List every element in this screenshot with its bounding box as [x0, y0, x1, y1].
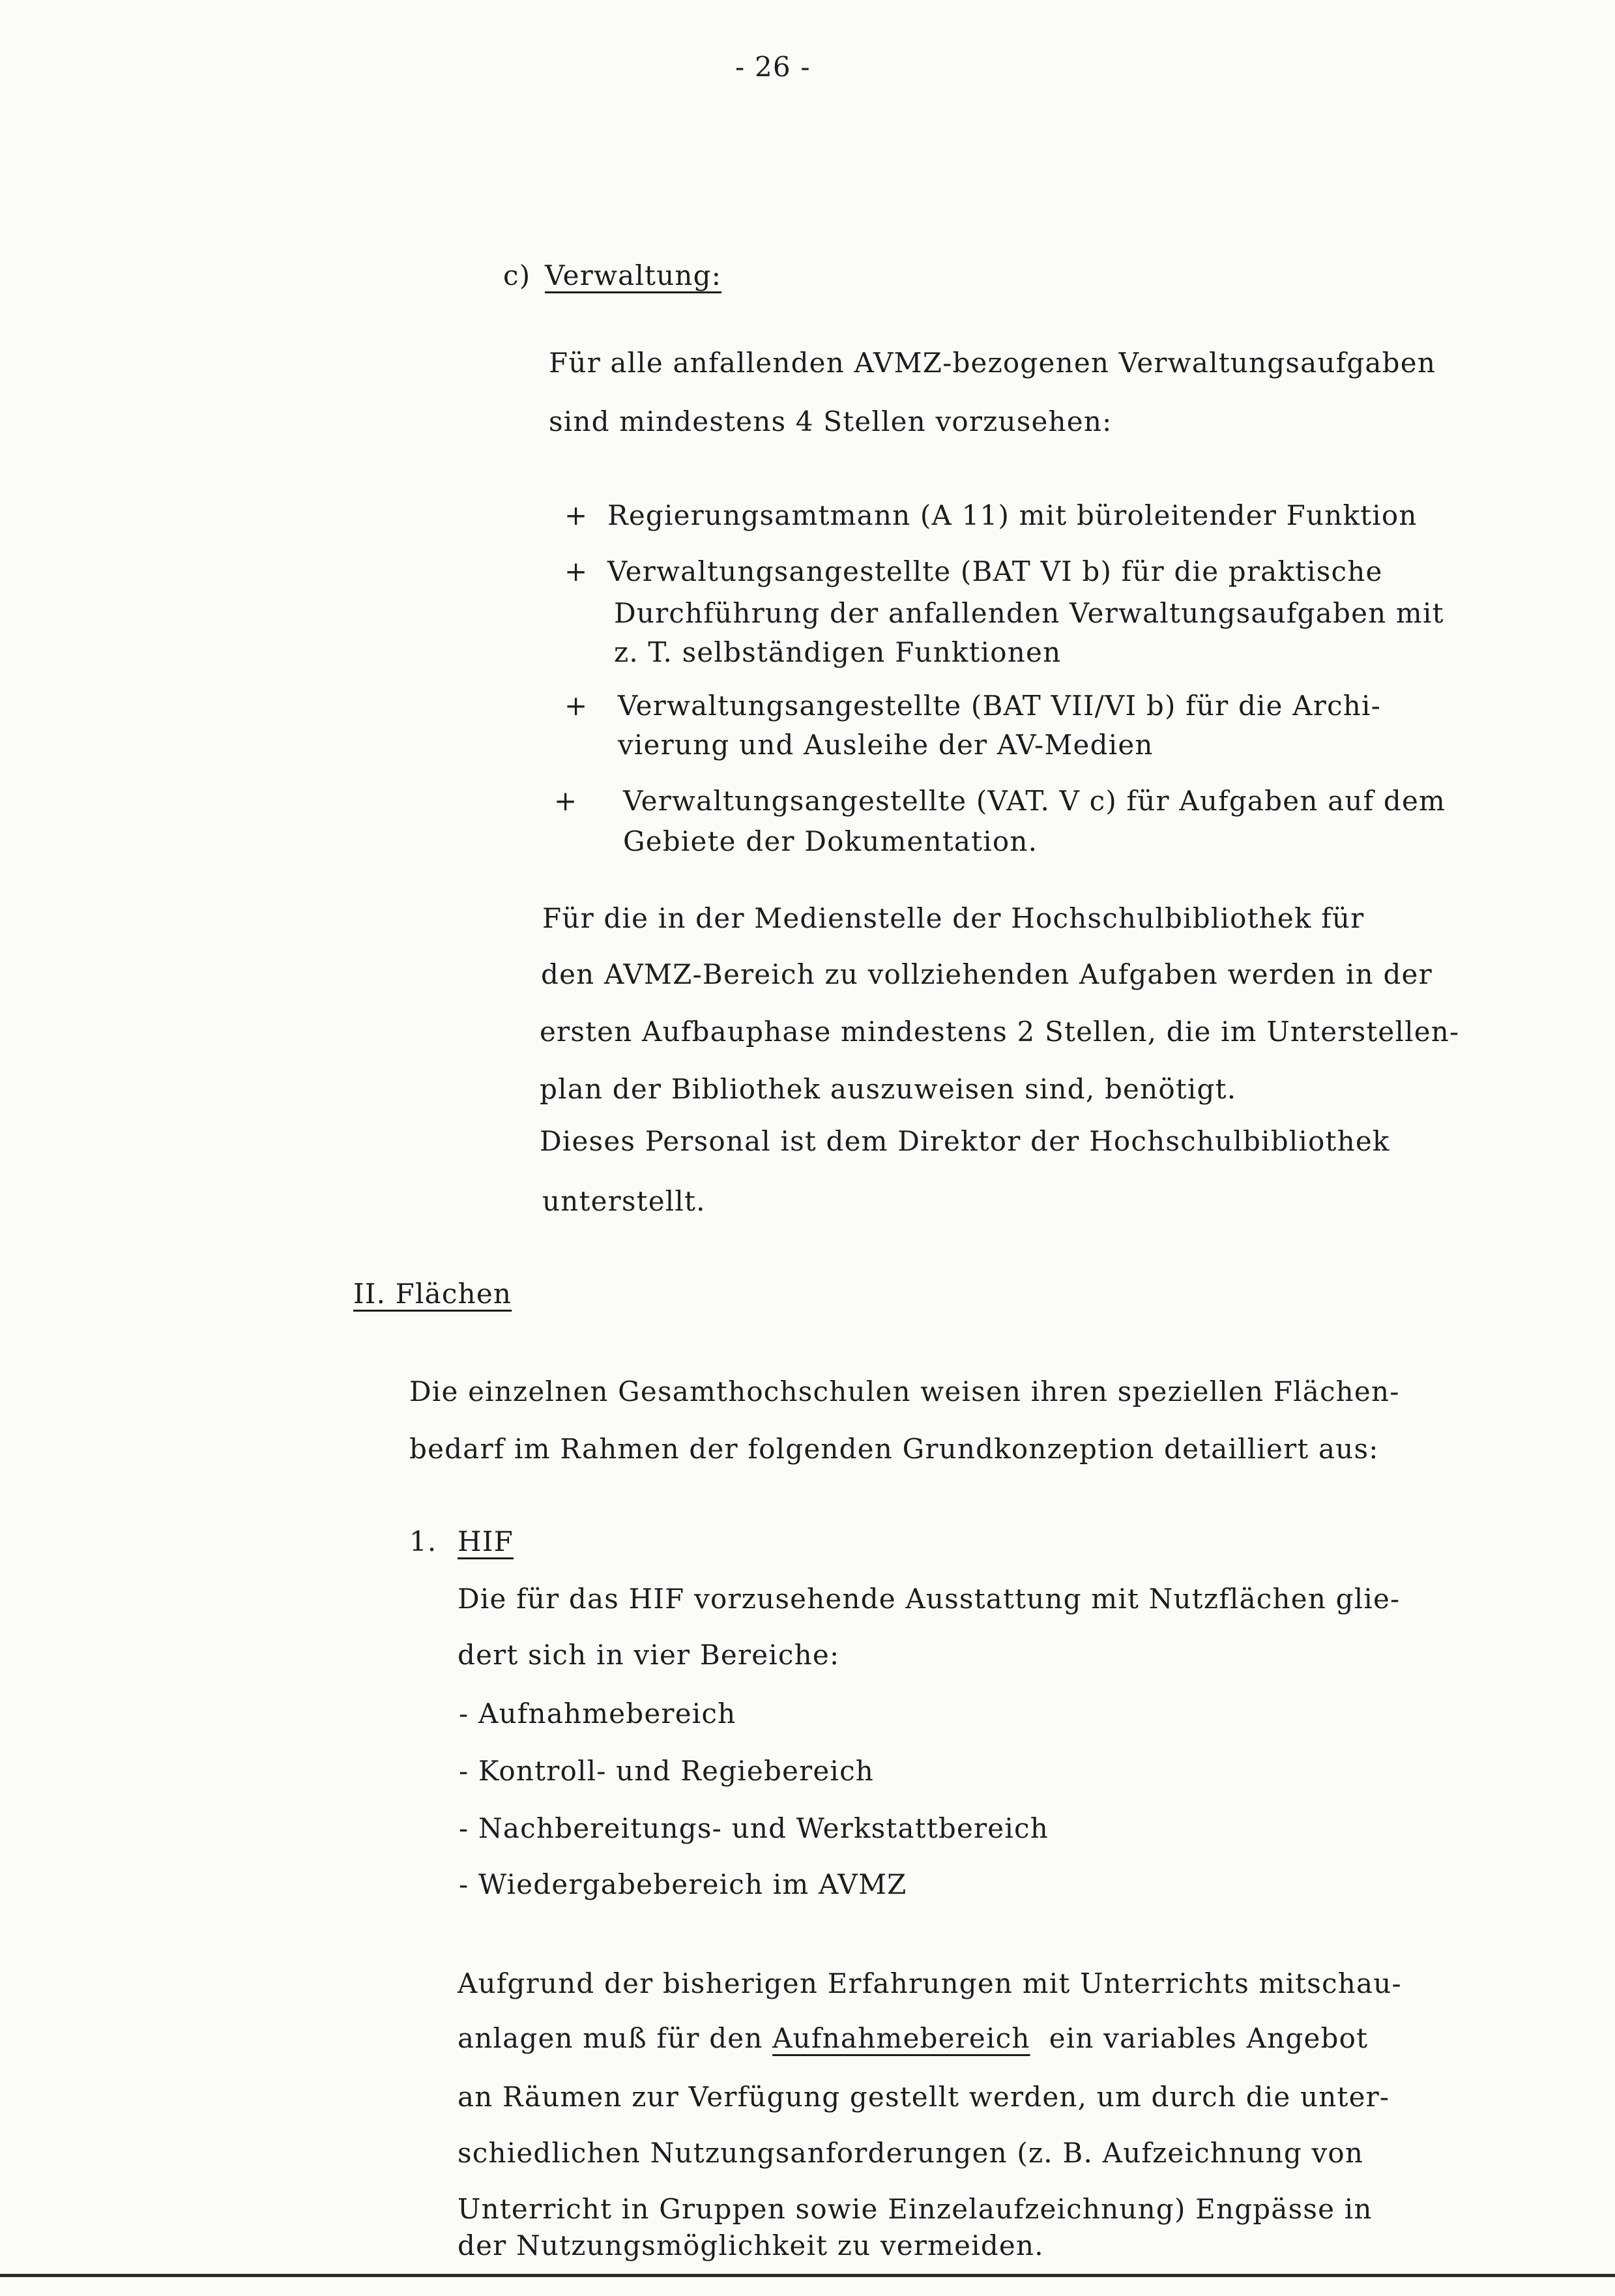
bullet-marker: + — [564, 690, 589, 722]
section-c-label: c) — [503, 259, 531, 291]
bullet-text-line: Regierungsamtmann (A 11) mit büroleitender Funktion — [607, 499, 1418, 531]
hif-para-line: der Nutzungsmöglichkeit zu vermeiden. — [458, 2230, 1044, 2261]
subsection-number: 1. — [409, 1525, 437, 1557]
section-c-para-line: ersten Aufbauphase mindestens 2 Stellen, die im Unterstellen- — [540, 1016, 1460, 1048]
hif-para-line: Aufgrund der bisherigen Erfahrungen mit Unterrichts mitschau- — [458, 1967, 1402, 1999]
bullet-marker: + — [564, 499, 589, 531]
hif-para-text: anlagen muß für den — [458, 2022, 773, 2054]
bullet-text-line: Durchführung der anfallenden Verwaltungsaufgaben mit — [614, 597, 1444, 629]
hif-intro-line: dert sich in vier Bereiche: — [458, 1639, 840, 1671]
section-c-heading: Verwaltung: — [545, 259, 722, 291]
list-item: - Aufnahmebereich — [459, 1698, 736, 1729]
bullet-marker: + — [554, 785, 578, 817]
hif-para-line — [458, 2022, 1368, 2055]
bullet-text-line: Verwaltungsangestellte (VAT. V c) für Aufgaben auf dem — [623, 785, 1446, 817]
section-c-intro-line: Für alle anfallenden AVMZ-bezogenen Verwaltungsaufgaben — [549, 347, 1436, 379]
bullet-text-line: Gebiete der Dokumentation. — [623, 825, 1038, 857]
hif-para-line: Unterricht in Gruppen sowie Einzelaufzeichnung) Engpässe in — [458, 2193, 1373, 2225]
list-item: - Nachbereitungs- und Werkstattbereich — [459, 1812, 1049, 1844]
section-c-para-line: den AVMZ-Bereich zu vollziehenden Aufgaben werden in der — [541, 958, 1433, 990]
bullet-text-line: Verwaltungsangestellte (BAT VI b) für die praktische — [607, 555, 1383, 587]
section-c-intro-line: sind mindestens 4 Stellen vorzusehen: — [549, 405, 1113, 437]
section-c-para-line: Für die in der Medienstelle der Hochschulbibliothek für — [542, 902, 1365, 934]
section-c-para-line: unterstellt. — [542, 1185, 706, 1217]
bottom-rule — [0, 2274, 1615, 2277]
subsection-heading: HIF — [458, 1525, 514, 1557]
bullet-text-line: z. T. selbständigen Funktionen — [614, 636, 1062, 668]
hif-para-line: schiedlichen Nutzungsanforderungen (z. B. Aufzeichnung von — [458, 2137, 1364, 2169]
bullet-marker: + — [564, 555, 589, 587]
bullet-text-line: Verwaltungsangestellte (BAT VII/VI b) für die Archi- — [618, 690, 1382, 722]
section-c-para-line: plan der Bibliothek auszuweisen sind, benötigt. — [540, 1073, 1237, 1105]
hif-para-line: an Räumen zur Verfügung gestellt werden, um durch die unter- — [458, 2081, 1390, 2113]
section-ii-heading: II. Flächen — [353, 1278, 512, 1310]
underlined-term: Aufnahmebereich — [772, 2022, 1030, 2054]
list-item: - Wiedergabebereich im AVMZ — [459, 1868, 907, 1900]
list-item: - Kontroll- und Regiebereich — [459, 1755, 875, 1787]
section-c-para-line: Dieses Personal ist dem Direktor der Hochschulbibliothek — [540, 1125, 1390, 1157]
bullet-text-line: vierung und Ausleihe der AV-Medien — [618, 729, 1154, 761]
section-ii-intro-line: Die einzelnen Gesamthochschulen weisen ihren speziellen Flächen- — [409, 1376, 1400, 1407]
hif-para-text: ein variables Angebot — [1030, 2022, 1369, 2054]
page-number: - 26 - — [735, 51, 811, 83]
section-ii-intro-line: bedarf im Rahmen der folgenden Grundkonzeption detailliert aus: — [409, 1433, 1379, 1465]
hif-intro-line: Die für das HIF vorzusehende Ausstattung mit Nutzflächen glie- — [458, 1583, 1401, 1615]
